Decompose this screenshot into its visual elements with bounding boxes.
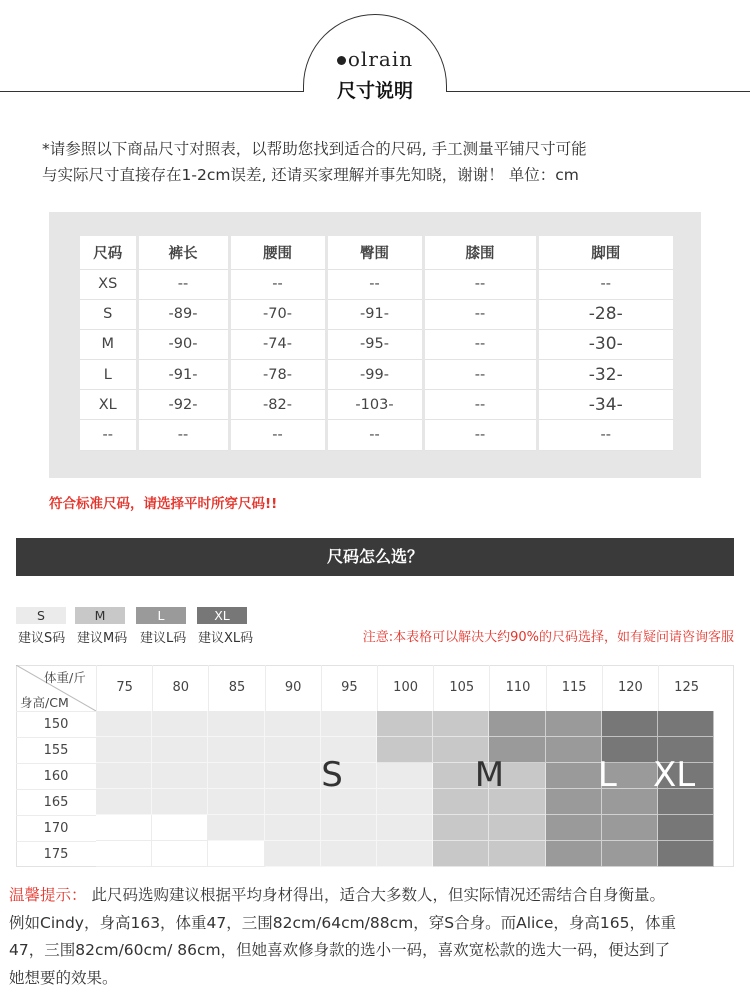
intro-line-1: *请参照以下商品尺寸对照表，以帮助您找到适合的尺码, 手工测量平铺尺寸可能: [42, 140, 587, 158]
size-table-cell: --: [137, 420, 229, 450]
size-table-row: [80, 269, 673, 299]
size-table-cell: -32-: [537, 360, 673, 390]
size-table: [80, 236, 673, 451]
size-zone-cell-s: [377, 763, 433, 789]
size-zone-cell-s: [96, 711, 152, 737]
size-table-cell: --: [229, 269, 326, 299]
corner-height-label: 身高/CM: [20, 695, 69, 710]
size-zone-cell-l: [546, 737, 602, 763]
legend-label-m: 建议M码: [77, 631, 128, 646]
size-table-header: 臀围: [326, 236, 423, 269]
size-table-cell: --: [423, 329, 537, 359]
size-zone-cell-s: [321, 711, 377, 737]
size-table-cell: -95-: [326, 329, 423, 359]
size-zone-cell-xl: [658, 815, 714, 841]
tips-text-4: 她想要的效果。: [9, 968, 118, 987]
size-table-cell: --: [137, 269, 229, 299]
size-zone-cell-s: [152, 763, 208, 789]
size-table-cell: --: [326, 269, 423, 299]
size-table-size-cell: L: [80, 360, 137, 390]
size-table-cell: --: [423, 269, 537, 299]
size-zone-cell-s: [208, 737, 264, 763]
size-table-cell: --: [423, 360, 537, 390]
height-row-label: 170: [16, 815, 96, 841]
legend-label-xl: 建议XL码: [198, 631, 254, 646]
size-table-cell: -92-: [137, 390, 229, 420]
size-table-row: [80, 329, 673, 359]
size-zone-cell-s: [321, 815, 377, 841]
size-zone-cell-s: [208, 763, 264, 789]
height-row-label: 175: [16, 841, 96, 867]
size-zone-cell-s: [152, 789, 208, 815]
size-zone-cell-m: [377, 711, 433, 737]
header-line-left: [0, 91, 304, 92]
size-table-cell: -91-: [326, 299, 423, 329]
size-zone-cell-l: [546, 841, 602, 867]
legend-label-s: 建议S码: [18, 631, 66, 646]
size-table-row: [80, 299, 673, 329]
size-table-size-cell: S: [80, 299, 137, 329]
size-zone-cell-m: [377, 737, 433, 763]
size-table-cell: --: [423, 390, 537, 420]
size-table-cell: -90-: [137, 329, 229, 359]
weight-header: 100: [377, 665, 433, 711]
chart-notice: 注意:本表格可以解决大约90%的尺码选择，如有疑问请咨询客服: [362, 630, 734, 645]
tips-text-1: 此尺码选购建议根据平均身材得出，适合大多数人，但实际情况还需结合自身衡量。: [91, 886, 665, 904]
size-zone-cell-s: [377, 841, 433, 867]
size-zone-cell-l: [602, 841, 658, 867]
size-zone-cell-s: [265, 841, 321, 867]
size-table-cell: -78-: [229, 360, 326, 390]
size-table-cell: -34-: [537, 390, 673, 420]
size-table-cell: -82-: [229, 390, 326, 420]
size-table-header: 腰围: [229, 236, 326, 269]
size-zone-cell-s: [152, 711, 208, 737]
legend-swatch-s: S: [16, 607, 66, 624]
size-table-header-row: [80, 236, 673, 269]
size-table-cell: -70-: [229, 299, 326, 329]
size-table-size-cell: --: [80, 420, 137, 450]
size-chart-grid: [16, 665, 734, 867]
size-zone-cell-l: [602, 815, 658, 841]
size-zone-cell-s: [208, 815, 264, 841]
size-zone-cell-xl: [658, 711, 714, 737]
weight-header: 115: [546, 665, 602, 711]
size-table-cell: --: [537, 269, 673, 299]
size-zone-cell-empty: [96, 841, 152, 867]
legend-swatch-l: L: [136, 607, 186, 624]
size-zone-cell-s: [321, 841, 377, 867]
standard-size-note: 符合标准尺码，请选择平时所穿尺码!!: [49, 496, 278, 512]
size-table-cell: --: [423, 299, 537, 329]
size-table-cell: --: [326, 420, 423, 450]
size-zone-cell-s: [265, 711, 321, 737]
tips-text-3: 47，三围82cm/60cm/ 86cm，但她喜欢修身款的选小一码，喜欢宽松款的选大一码，便达到了: [9, 941, 671, 959]
size-zone-label-s: S: [321, 755, 343, 795]
size-zone-cell-empty: [208, 841, 264, 867]
header-line-right: [446, 91, 750, 92]
size-table-row: [80, 420, 673, 450]
weight-header: 120: [602, 665, 658, 711]
weight-header: 110: [489, 665, 545, 711]
size-table-row: [80, 390, 673, 420]
size-table-size-cell: XS: [80, 269, 137, 299]
size-zone-cell-empty: [96, 815, 152, 841]
size-zone-cell-s: [377, 789, 433, 815]
size-zone-cell-xl: [602, 711, 658, 737]
size-zone-label-xl: XL: [652, 755, 696, 795]
size-table-header: 裤长: [137, 236, 229, 269]
weight-header: 75: [96, 665, 152, 711]
size-zone-cell-m: [433, 841, 489, 867]
size-table-cell: -28-: [537, 299, 673, 329]
size-zone-cell-l: [489, 711, 545, 737]
size-zone-cell-s: [265, 789, 321, 815]
intro-text: [42, 136, 702, 188]
weight-header: 80: [152, 665, 208, 711]
size-zone-cell-l: [546, 763, 602, 789]
intro-line-2: 与实际尺寸直接存在1-2cm误差, 还请买家理解并事先知晓，谢谢！ 单位：cm: [42, 166, 579, 184]
size-zone-cell-s: [265, 763, 321, 789]
size-zone-cell-l: [546, 815, 602, 841]
tips-label: 温馨提示：: [9, 886, 87, 904]
weight-header: 105: [433, 665, 489, 711]
legend-swatch-m: M: [75, 607, 125, 624]
size-zone-label-m: M: [474, 755, 505, 795]
weight-header: 95: [321, 665, 377, 711]
size-table-cell: --: [423, 420, 537, 450]
weight-header: 90: [265, 665, 321, 711]
weight-header: 125: [658, 665, 714, 711]
size-table-header: 脚围: [537, 236, 673, 269]
size-table-cell: -89-: [137, 299, 229, 329]
size-table-header: 尺码: [80, 236, 137, 269]
height-row-label: 160: [16, 763, 96, 789]
legend-label-l: 建议L码: [140, 631, 187, 646]
size-zone-cell-xl: [658, 841, 714, 867]
height-row-label: 155: [16, 737, 96, 763]
size-zone-cell-empty: [152, 815, 208, 841]
size-zone-cell-s: [208, 789, 264, 815]
size-zone-cell-m: [489, 815, 545, 841]
size-zone-cell-s: [265, 737, 321, 763]
size-zone-cell-s: [208, 711, 264, 737]
size-zone-label-l: L: [597, 755, 617, 795]
corner-weight-label: 体重/斤: [44, 670, 86, 685]
weight-header: 85: [208, 665, 264, 711]
size-table-header: 膝围: [423, 236, 537, 269]
size-zone-cell-s: [377, 815, 433, 841]
page-title: 尺寸说明: [336, 80, 413, 102]
section-banner: 尺码怎么选？: [16, 538, 734, 576]
size-table-cell: -74-: [229, 329, 326, 359]
size-zone-cell-m: [433, 711, 489, 737]
size-zone-cell-s: [96, 763, 152, 789]
size-table-size-cell: XL: [80, 390, 137, 420]
size-zone-cell-l: [546, 711, 602, 737]
size-table-cell: --: [537, 420, 673, 450]
size-zone-cell-l: [546, 789, 602, 815]
size-table-row: [80, 360, 673, 390]
brand-name: olrain: [347, 47, 414, 71]
size-zone-cell-m: [489, 841, 545, 867]
size-zone-cell-s: [96, 737, 152, 763]
size-zone-cell-s: [265, 815, 321, 841]
height-row-label: 165: [16, 789, 96, 815]
tips-text-2: 例如Cindy，身高163，体重47，三围82cm/64cm/88cm，穿S合身。而Alice，身高165，体重: [9, 913, 676, 932]
size-zone-cell-m: [433, 815, 489, 841]
size-table-size-cell: M: [80, 329, 137, 359]
size-zone-cell-empty: [152, 841, 208, 867]
size-table-cell: -103-: [326, 390, 423, 420]
size-zone-cell-s: [152, 737, 208, 763]
size-table-cell: -91-: [137, 360, 229, 390]
size-zone-cell-s: [96, 789, 152, 815]
brand-logo: [303, 47, 447, 71]
size-table-cell: --: [229, 420, 326, 450]
tips-paragraph: [9, 882, 734, 992]
size-table-cell: -30-: [537, 329, 673, 359]
legend-swatch-xl: XL: [197, 607, 247, 624]
height-row-label: 150: [16, 711, 96, 737]
size-table-cell: -99-: [326, 360, 423, 390]
